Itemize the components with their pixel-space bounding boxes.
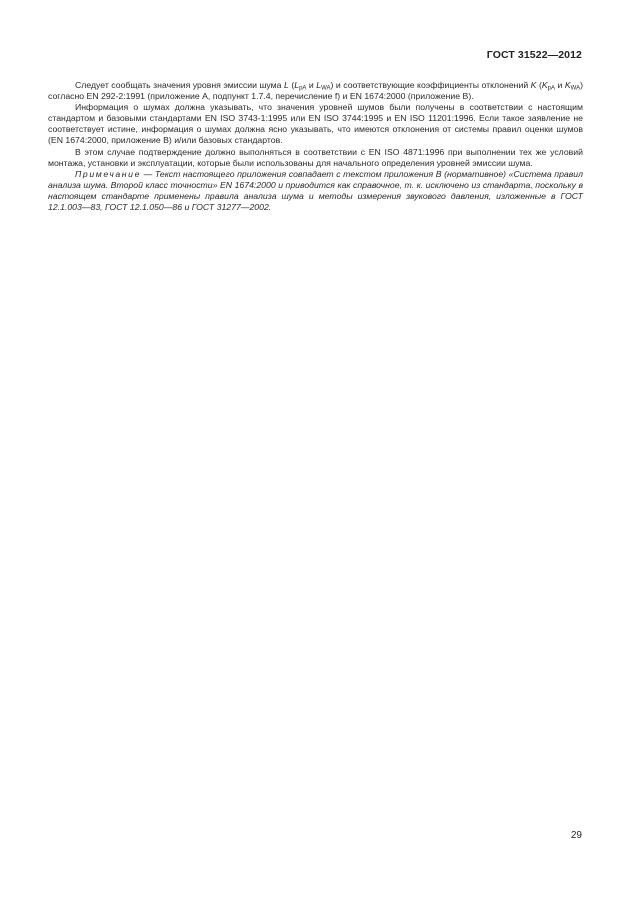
paragraph-emission-values: Следует сообщать значения уровня эмиссии шума L ($L_{pA}$ и $L_{WA}$) и соответствующие коэффициенты отклонений K ($K_{pA}$ и $K_{WA}$) согласно EN 292-2:1991 (приложение А, подпункт 1.7.4, перечисление f) и EN 1674:2000 (приложение В). <box>48 80 583 102</box>
note-paragraph <box>48 169 583 213</box>
document-header: ГОСТ 31522—2012 <box>486 49 582 61</box>
page-number: 29 <box>570 830 582 841</box>
paragraph-noise-information: Информация о шумах должна указывать, что значения уровней шумов были получены в соответствии с настоящим стандартом и базовыми стандартами EN ISO 3743-1:1995 или EN ISO 3744:1995 и EN ISO 11201:1996. Если такое заявление не соответствует истине, информация о шумах должна ясно указывать, что имеются отклонения от системы правил оценки шумов (EN 1674:2000, приложение В) и/или базовых стандартов. <box>48 102 583 146</box>
document-body <box>48 80 583 213</box>
note-text: — Текст настоящего приложения совпадает с текстом приложения В (нормативное) «Система правил анализа шума. Второй класс точности» EN 1674:2000 и приводится как справочное, т. к. исключено из стандарта, поскольку в настоящем стандарте применены правила анализа шума и методы измерения звукового давления, изложенные в ГОСТ 12.1.003—83, ГОСТ 12.1.050—86 и ГОСТ 31277—2002. <box>48 168 583 213</box>
note-label: Примечание <box>75 168 142 179</box>
paragraph-confirmation: В этом случае подтверждение должно выполняться в соответствии с EN ISO 4871:1996 при выполнении тех же условий монтажа, установки и эксплуатации, которые были использованы для начального определения уровней эмиссии шума. <box>48 146 583 168</box>
